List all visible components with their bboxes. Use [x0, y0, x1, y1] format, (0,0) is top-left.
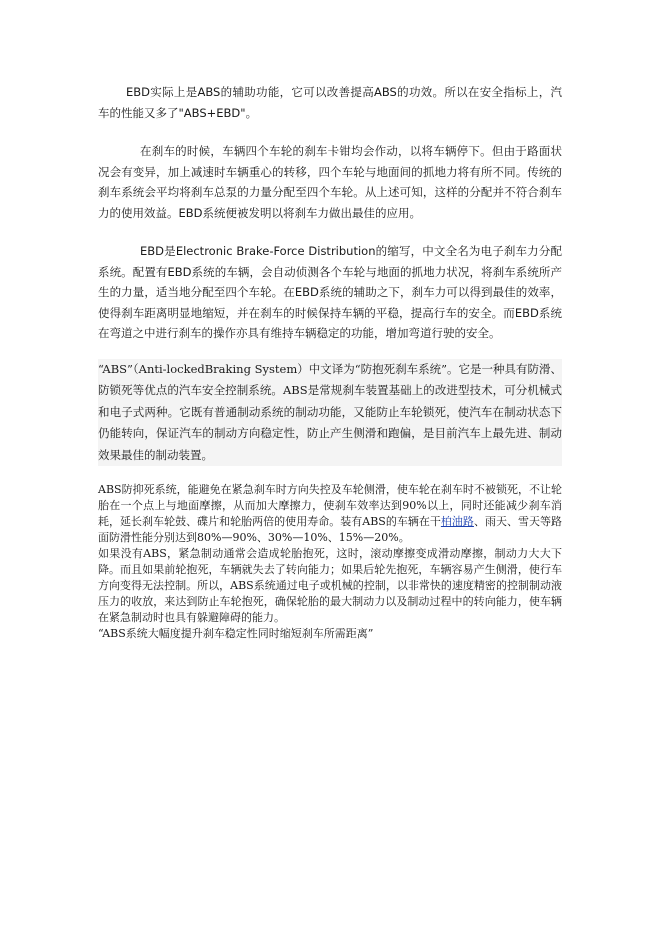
- paragraph-abs-benefits: [98, 482, 562, 546]
- paragraph-ebd-intro: EBD实际上是ABS的辅助功能，它可以改善提高ABS的功效。所以在安全指标上，汽车的性能又多了"ABS+EBD"。: [98, 85, 562, 120]
- paragraph-abs-definition: “ABS”（Anti-lockedBraking System）中文译为“防抱死刹车系统”。它是一种具有防滑、防锁死等优点的汽车安全控制系统。ABS是常规刹车装置基础上的改进型技术，可分机械式和电子式两种。它既有普通制动系统的制动功能，又能防止车轮锁死，使汽车在制动状态下仍能转向，保证汽车的制动方向稳定性，防止产生侧滑和跑偏，是目前汽车上最先进、制动效果最佳的制动装置。: [98, 359, 562, 467]
- abs-benefits-text: ABS防抑死系统，能避免在紧急刹车时方向失控及车轮侧滑，使车轮在刹车时不被锁死，不让轮胎在一个点上与地面摩擦，从而加大摩擦力，使刹车效率达到90%以上，同时还能减少刹车消耗，延长刹车轮鼓、碟片和轮胎两倍的使用寿命。装有ABS的车辆在干: [98, 483, 562, 528]
- paragraph-without-abs: 如果没有ABS，紧急制动通常会造成轮胎抱死，这时，滚动摩擦变成滑动摩擦，制动力大大下降。而且如果前轮抱死，车辆就失去了转向能力；如果后轮先抱死，车辆容易产生侧滑，使行车方向变得无法控制。所以，ABS系统通过电子或机械的控制，以非常快的速度精密的控制制动液压力的收放，来达到防止车轮抱死，确保轮胎的最大制动力以及制动过程中的转向能力，使车辆在紧急制动时也具有躲避障碍的能力。: [98, 547, 562, 624]
- paragraph-ebd-definition: EBD是Electronic Brake-Force Distribution的缩写，中文全名为电子刹车力分配系统。配置有EBD系统的车辆，会自动侦测各个车轮与地面的抓地力状况，将刹车系统所产生的力量，适当地分配至四个车轮。在EBD系统的辅助之下，刹车力可以得到最佳的效率，使得刹车距离明显地缩短，并在刹车的时候保持车辆的平稳，提高行车的安全。而EBD系统在弯道之中进行刹车的操作亦具有维持车辆稳定的功能，增加弯道行驶的安全。: [98, 244, 562, 340]
- paragraph-abs-summary: “ABS系统大幅度提升刹车稳定性同时缩短刹车所需距离”: [98, 627, 374, 640]
- paragraph-brake-force: 在刹车的时候，车辆四个车轮的刹车卡钳均会作动，以将车辆停下。但由于路面状况会有变异，加上减速时车辆重心的转移，四个车轮与地面间的抓地力将有所不同。传统的刹车系统会平均将刹车总泵的力量分配至四个车轮。从上述可知，这样的分配并不符合刹车力的使用效益。EBD系统便被发明以将刹车力做出最佳的应用。: [98, 144, 562, 220]
- asphalt-road-link[interactable]: 柏油路: [440, 515, 474, 528]
- document-body: [98, 82, 562, 642]
- abs-benefits-text-end: 、雨天、雪天等路面防滑性能分别达到80%—90%、30%—10%、15%—20%。: [98, 515, 563, 544]
